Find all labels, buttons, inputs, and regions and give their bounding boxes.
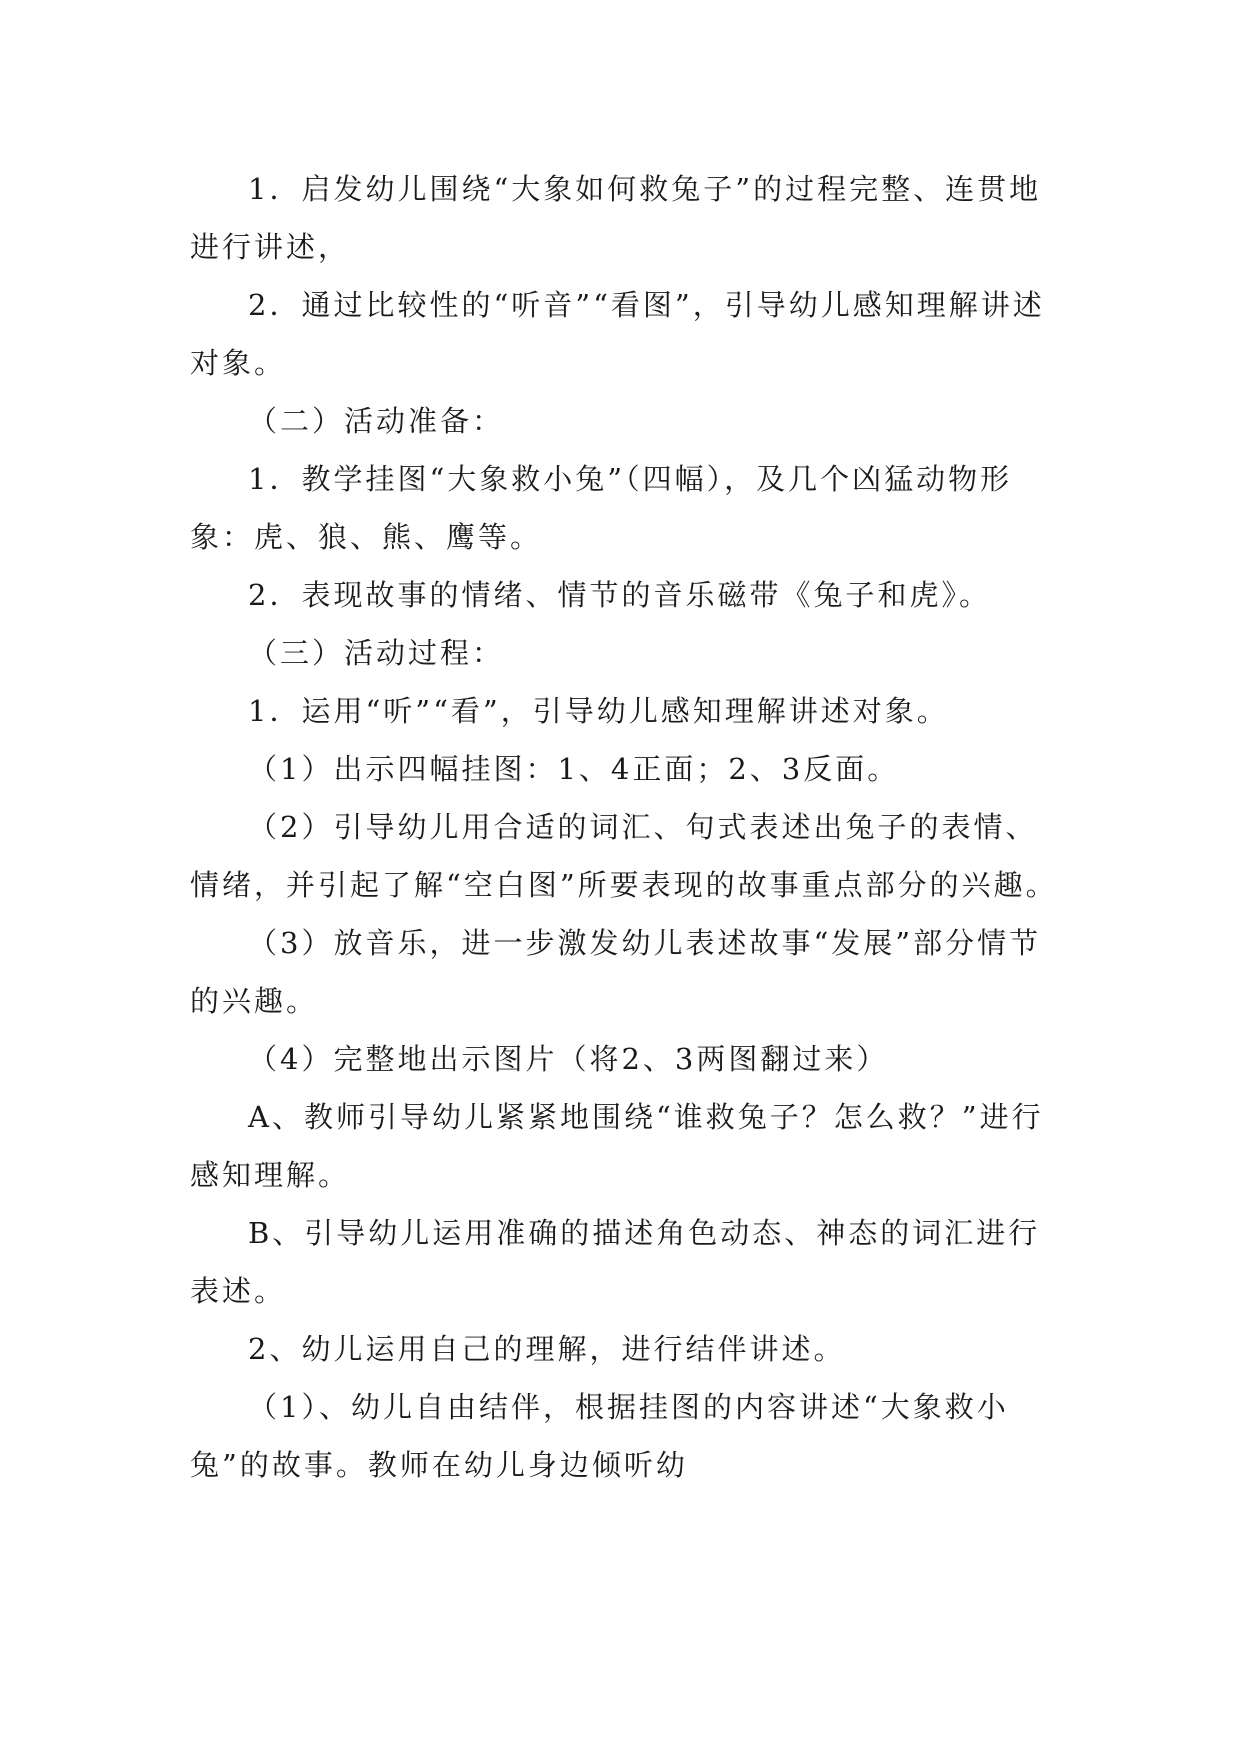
- paragraph-process-1-4: （4）完整地出示图片（将2、3两图翻过来）: [248, 1042, 889, 1076]
- paragraph-process-1-2: （2）引导幼儿用合适的词汇、句式表述出兔子的表情、情绪，并引起了解“空白图”所要表现的故事重点部分的兴趣。: [190, 810, 1058, 902]
- paragraph-goal-1: 1．启发幼儿围绕“大象如何救兔子”的过程完整、连贯地进行讲述，: [190, 172, 1042, 264]
- paragraph-process-2: 2、幼儿运用自己的理解，进行结伴讲述。: [248, 1332, 846, 1366]
- paragraph-process-a: A、教师引导幼儿紧紧地围绕“谁救兔子？怎么救？”进行感知理解。: [190, 1100, 1044, 1192]
- paragraph-process-1-3: （3）放音乐，进一步激发幼儿表述故事“发展”部分情节的兴趣。: [190, 926, 1042, 1018]
- section-heading-process: （三）活动过程：: [248, 636, 505, 670]
- paragraph-process-b: B、引导幼儿运用准确的描述角色动态、神态的词汇进行表述。: [190, 1216, 1041, 1308]
- paragraph-process-1-1: （1）出示四幅挂图：1、4正面；2、3反面。: [248, 752, 900, 786]
- paragraph-prep-2: 2．表现故事的情绪、情节的音乐磁带《兔子和虎》。: [248, 578, 991, 612]
- paragraph-goal-2: 2．通过比较性的“听音”“看图”，引导幼儿感知理解讲述对象。: [190, 288, 1045, 380]
- document-body: [190, 160, 1060, 1494]
- paragraph-prep-1: 1．教学挂图“大象救小兔”（四幅），及几个凶猛动物形象：虎、狼、熊、鹰等。: [190, 462, 1013, 554]
- section-heading-preparation: （二）活动准备：: [248, 404, 505, 438]
- paragraph-process-2-1: （1）、幼儿自由结伴，根据挂图的内容讲述“大象救小兔”的故事。教师在幼儿身边倾听幼: [190, 1390, 1009, 1482]
- paragraph-process-1: 1．运用“听”“看”，引导幼儿感知理解讲述对象。: [248, 694, 949, 728]
